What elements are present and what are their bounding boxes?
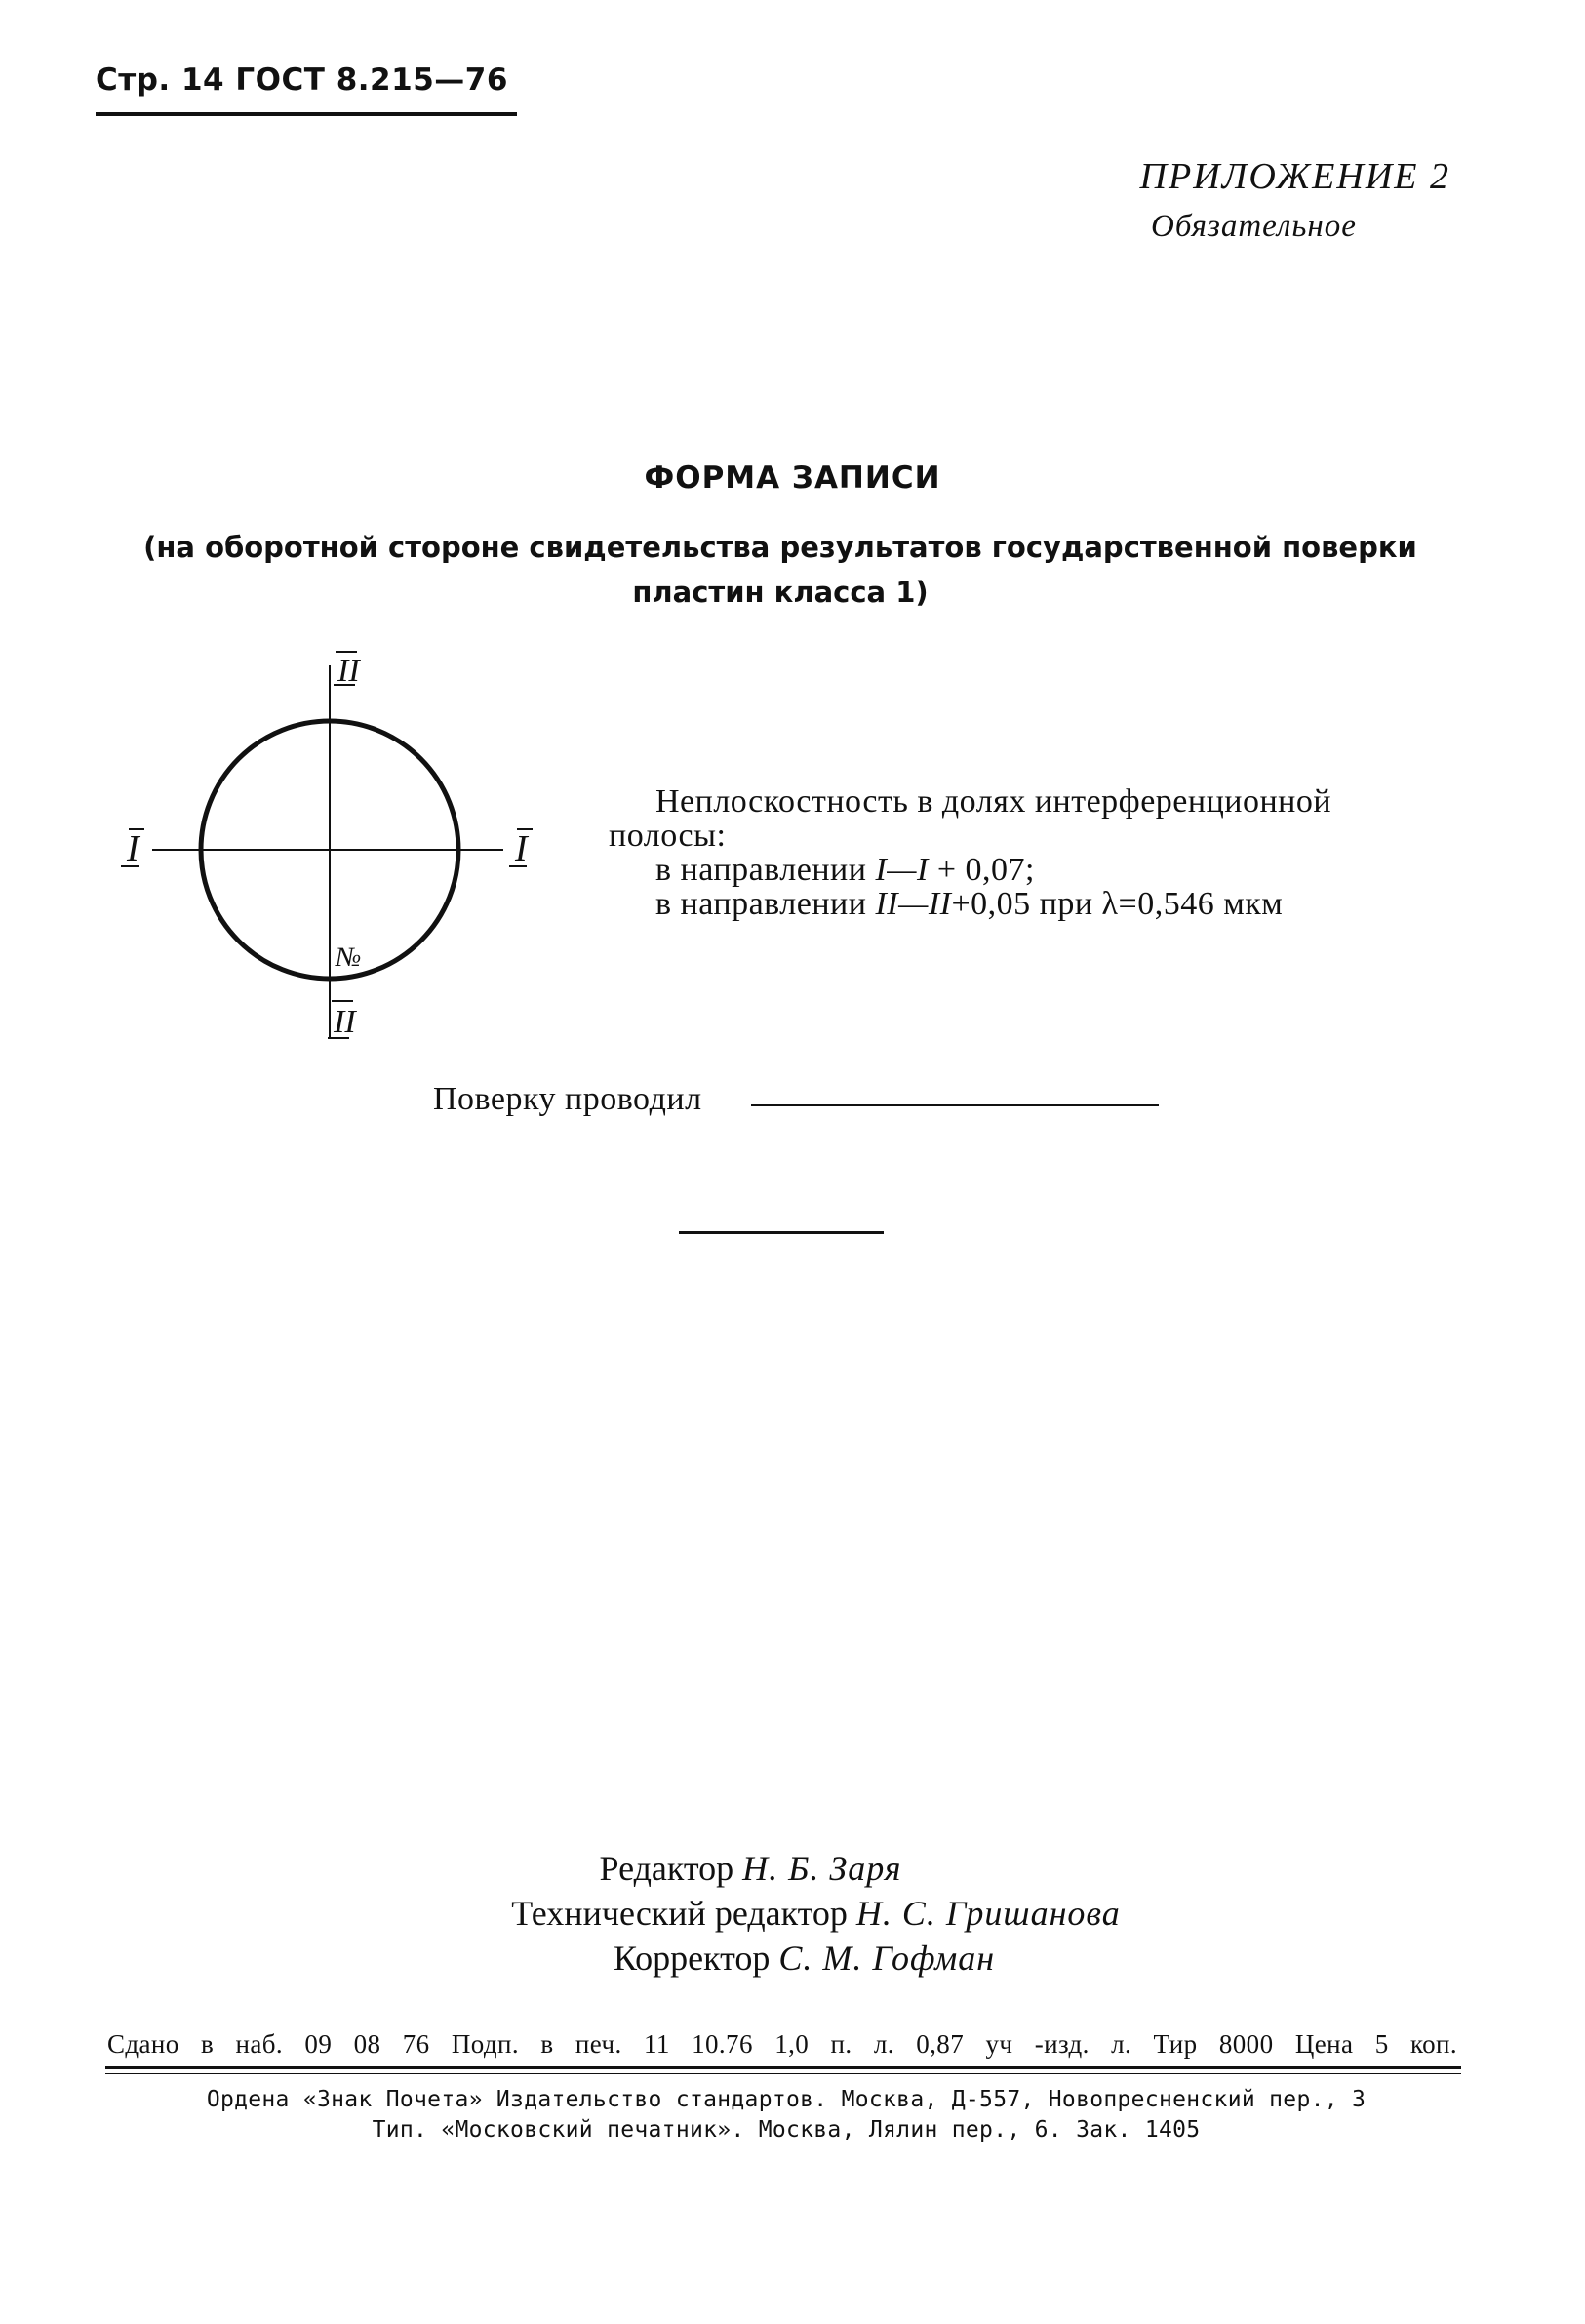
- credit-tech-role: Технический редактор: [511, 1894, 856, 1933]
- note-line3: [609, 853, 1331, 887]
- plate-diagram: [105, 644, 564, 1073]
- imprint-rule-thin: [105, 2073, 1461, 2074]
- note-line2: полосы:: [609, 818, 727, 854]
- note-line3-direction: I—I: [875, 852, 929, 888]
- publisher-line: Ордена «Знак Почета» Издательство стандартов. Москва, Д-557, Новопресненский пер., 3: [206, 2087, 1367, 2112]
- imprint-rule-thick: [105, 2066, 1461, 2069]
- credit-corrector-role: Корректор: [613, 1939, 779, 1978]
- note-line3-value: + 0,07;: [928, 852, 1035, 888]
- credit-corrector-name: С. М. Гофман: [778, 1939, 996, 1978]
- credit-tech-name: Н. С. Гришанова: [855, 1894, 1121, 1933]
- credit-corrector: [0, 1936, 1585, 1981]
- note-line3-prefix: в направлении: [655, 852, 876, 888]
- appendix-status: Обязательное: [1151, 209, 1357, 244]
- note-line4-value: +0,05 при λ=0,546 мкм: [951, 886, 1284, 922]
- credit-editor: [0, 1846, 1585, 1891]
- form-title: ФОРМА ЗАПИСИ: [644, 461, 941, 496]
- print-details: Сдано в наб. 09 08 76 Подп. в печ. 11 10.76 1,0 п. л. 0,87 уч -изд. л. Тир 8000 Цена 5 коп.: [107, 2029, 1457, 2059]
- note-line4-prefix: в направлении: [655, 886, 876, 922]
- section-divider: [679, 1231, 884, 1234]
- form-subtitle-line2: пластин класса 1): [632, 576, 929, 609]
- label-top: II: [337, 653, 360, 689]
- form-subtitle-line1: (на оборотной стороне свидетельства результатов государственной поверки: [143, 531, 1417, 564]
- page-header: Стр. 14 ГОСТ 8.215—76: [96, 62, 508, 98]
- signature-line: [751, 1104, 1159, 1106]
- credit-editor-name: Н. Б. Заря: [742, 1849, 902, 1888]
- header-rule: [96, 112, 517, 116]
- label-right: I: [515, 828, 528, 869]
- publisher-info: [103, 2085, 1469, 2145]
- note-line4-direction: II—II: [875, 886, 952, 922]
- printer-line: Тип. «Московский печатник». Москва, Лялин пер., 6. Зак. 1405: [372, 2117, 1201, 2143]
- credit-editor-role: Редактор: [599, 1849, 743, 1888]
- credits: [0, 1846, 1585, 1981]
- credit-tech-editor: [0, 1891, 1585, 1936]
- form-subtitle: [127, 525, 1434, 615]
- appendix-title: ПРИЛОЖЕНИЕ 2: [1139, 156, 1450, 197]
- signature-label: Поверку проводил: [433, 1081, 702, 1117]
- label-bottom: II: [334, 1004, 356, 1040]
- label-left: I: [127, 828, 139, 869]
- flatness-note: [609, 784, 1331, 921]
- label-number: №: [336, 942, 362, 973]
- note-line1: Неплоскостность в долях интерференционной: [655, 783, 1332, 820]
- note-line4: [609, 887, 1331, 921]
